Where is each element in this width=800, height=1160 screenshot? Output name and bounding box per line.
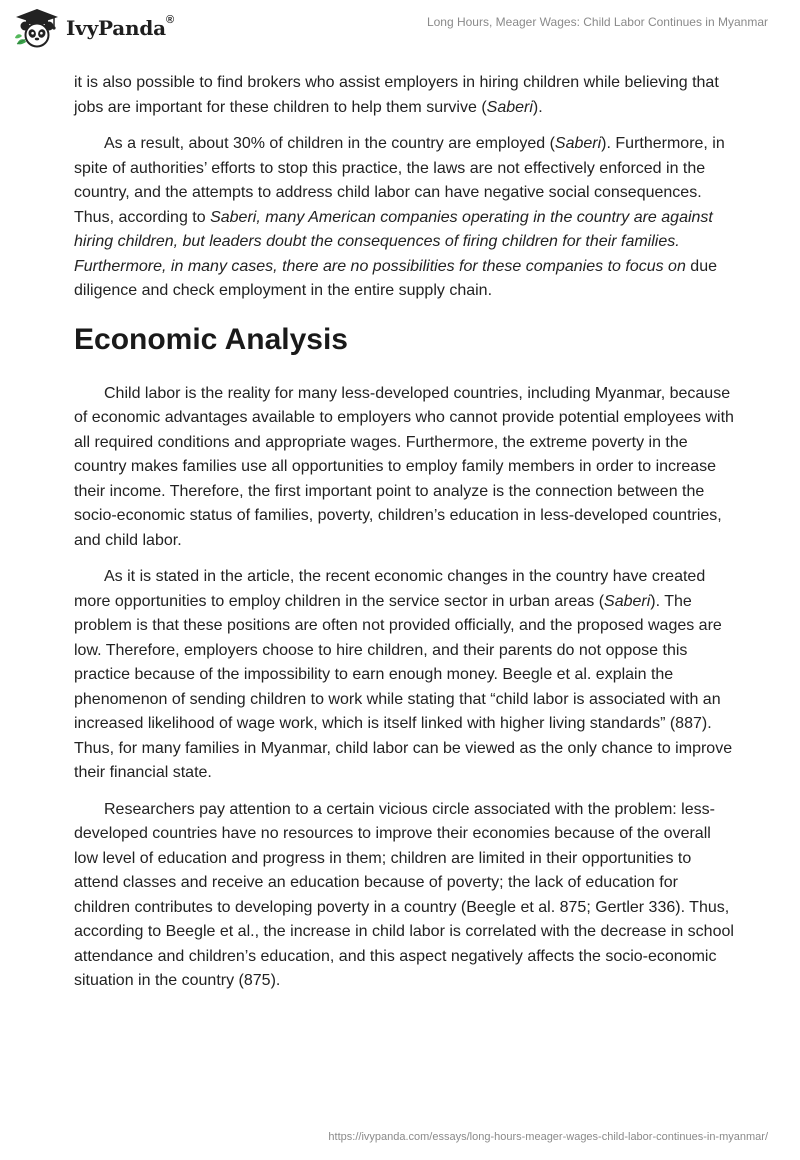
paragraph-employment-rate: As a result, about 30% of children in the country are employed (Saberi). Furthermore, in spite of authorities’ efforts to stop this practice, the laws are not effectively enforced in the country, and the attempts to address child labor can have negative social consequences. Thus, according to Saberi, many American companies operating in the country are against hiring children, but leaders doubt the consequences of firing children for their families. Furthermore, in many cases, there are no possibilities for these companies to focus on due diligence and check employment in the entire supply chain. xyxy=(74,135,725,299)
paragraph-economic-changes: As it is stated in the article, the recent economic changes in the country have created more opportunities to employ children in the service sector in urban areas (Saberi). The problem is that these positions are often not provided officially, and the proposed wages are low. Therefore, employers choose to hire children, and their parents do not oppose this practice because of the impossibility to earn enough money. Beegle et al. explain the phenomenon of sending children to work while stating that “child labor is associated with an increased likelihood of wage work, which is itself linked with higher living standards” (887). Thus, for many families in Myanmar, child labor can be viewed as the only chance to improve their financial state. xyxy=(74,568,733,781)
ivypanda-logo[interactable] xyxy=(14,8,174,48)
page-header xyxy=(0,0,800,64)
paragraph-child-labor-reality: Child labor is the reality for many less-developed countries, including Myanmar, because of economic advantages available to employers who cannot provide potential employees with all required conditions and appropriate wages. Furthermore, the extreme poverty in the country makes families use all opportunities to employ family members in order to increase their income. Therefore, the first important point to analyze is the connection between the socio-economic status of families, poverty, children’s education in less-developed countries, and child labor. xyxy=(74,384,734,549)
section-heading: Economic Analysis xyxy=(74,322,348,356)
paragraph-vicious-circle: Researchers pay attention to a certain vicious circle associated with the problem: less-developed countries have no resources to improve their economies because of the overall low level of education and progress in them; children are limited in their opportunities to attend classes and receive an education because of poverty; the lack of education for children contributes to developing poverty in a country (Beegle et al. 875; Gertler 336). Thus, according to Beegle et al., the increase in child labor is correlated with the decrease in school attendance and children’s education, and this aspect negatively affects the socio-economic situation in the country (875). xyxy=(74,800,734,989)
source-url[interactable]: https://ivypanda.com/essays/long-hours-meager-wages-child-labor-continues-in-myanmar/ xyxy=(328,1131,768,1143)
essay-body xyxy=(74,71,734,1006)
panda-graduate-icon xyxy=(14,8,60,48)
document-title: Long Hours, Meager Wages: Child Labor Continues in Myanmar xyxy=(426,15,768,29)
brand-name: IvyPanda® xyxy=(66,14,174,40)
paragraph-brokers: it is also possible to find brokers who assist employers in hiring children while believing that jobs are important for these children to help them survive (Saberi). xyxy=(74,74,719,116)
